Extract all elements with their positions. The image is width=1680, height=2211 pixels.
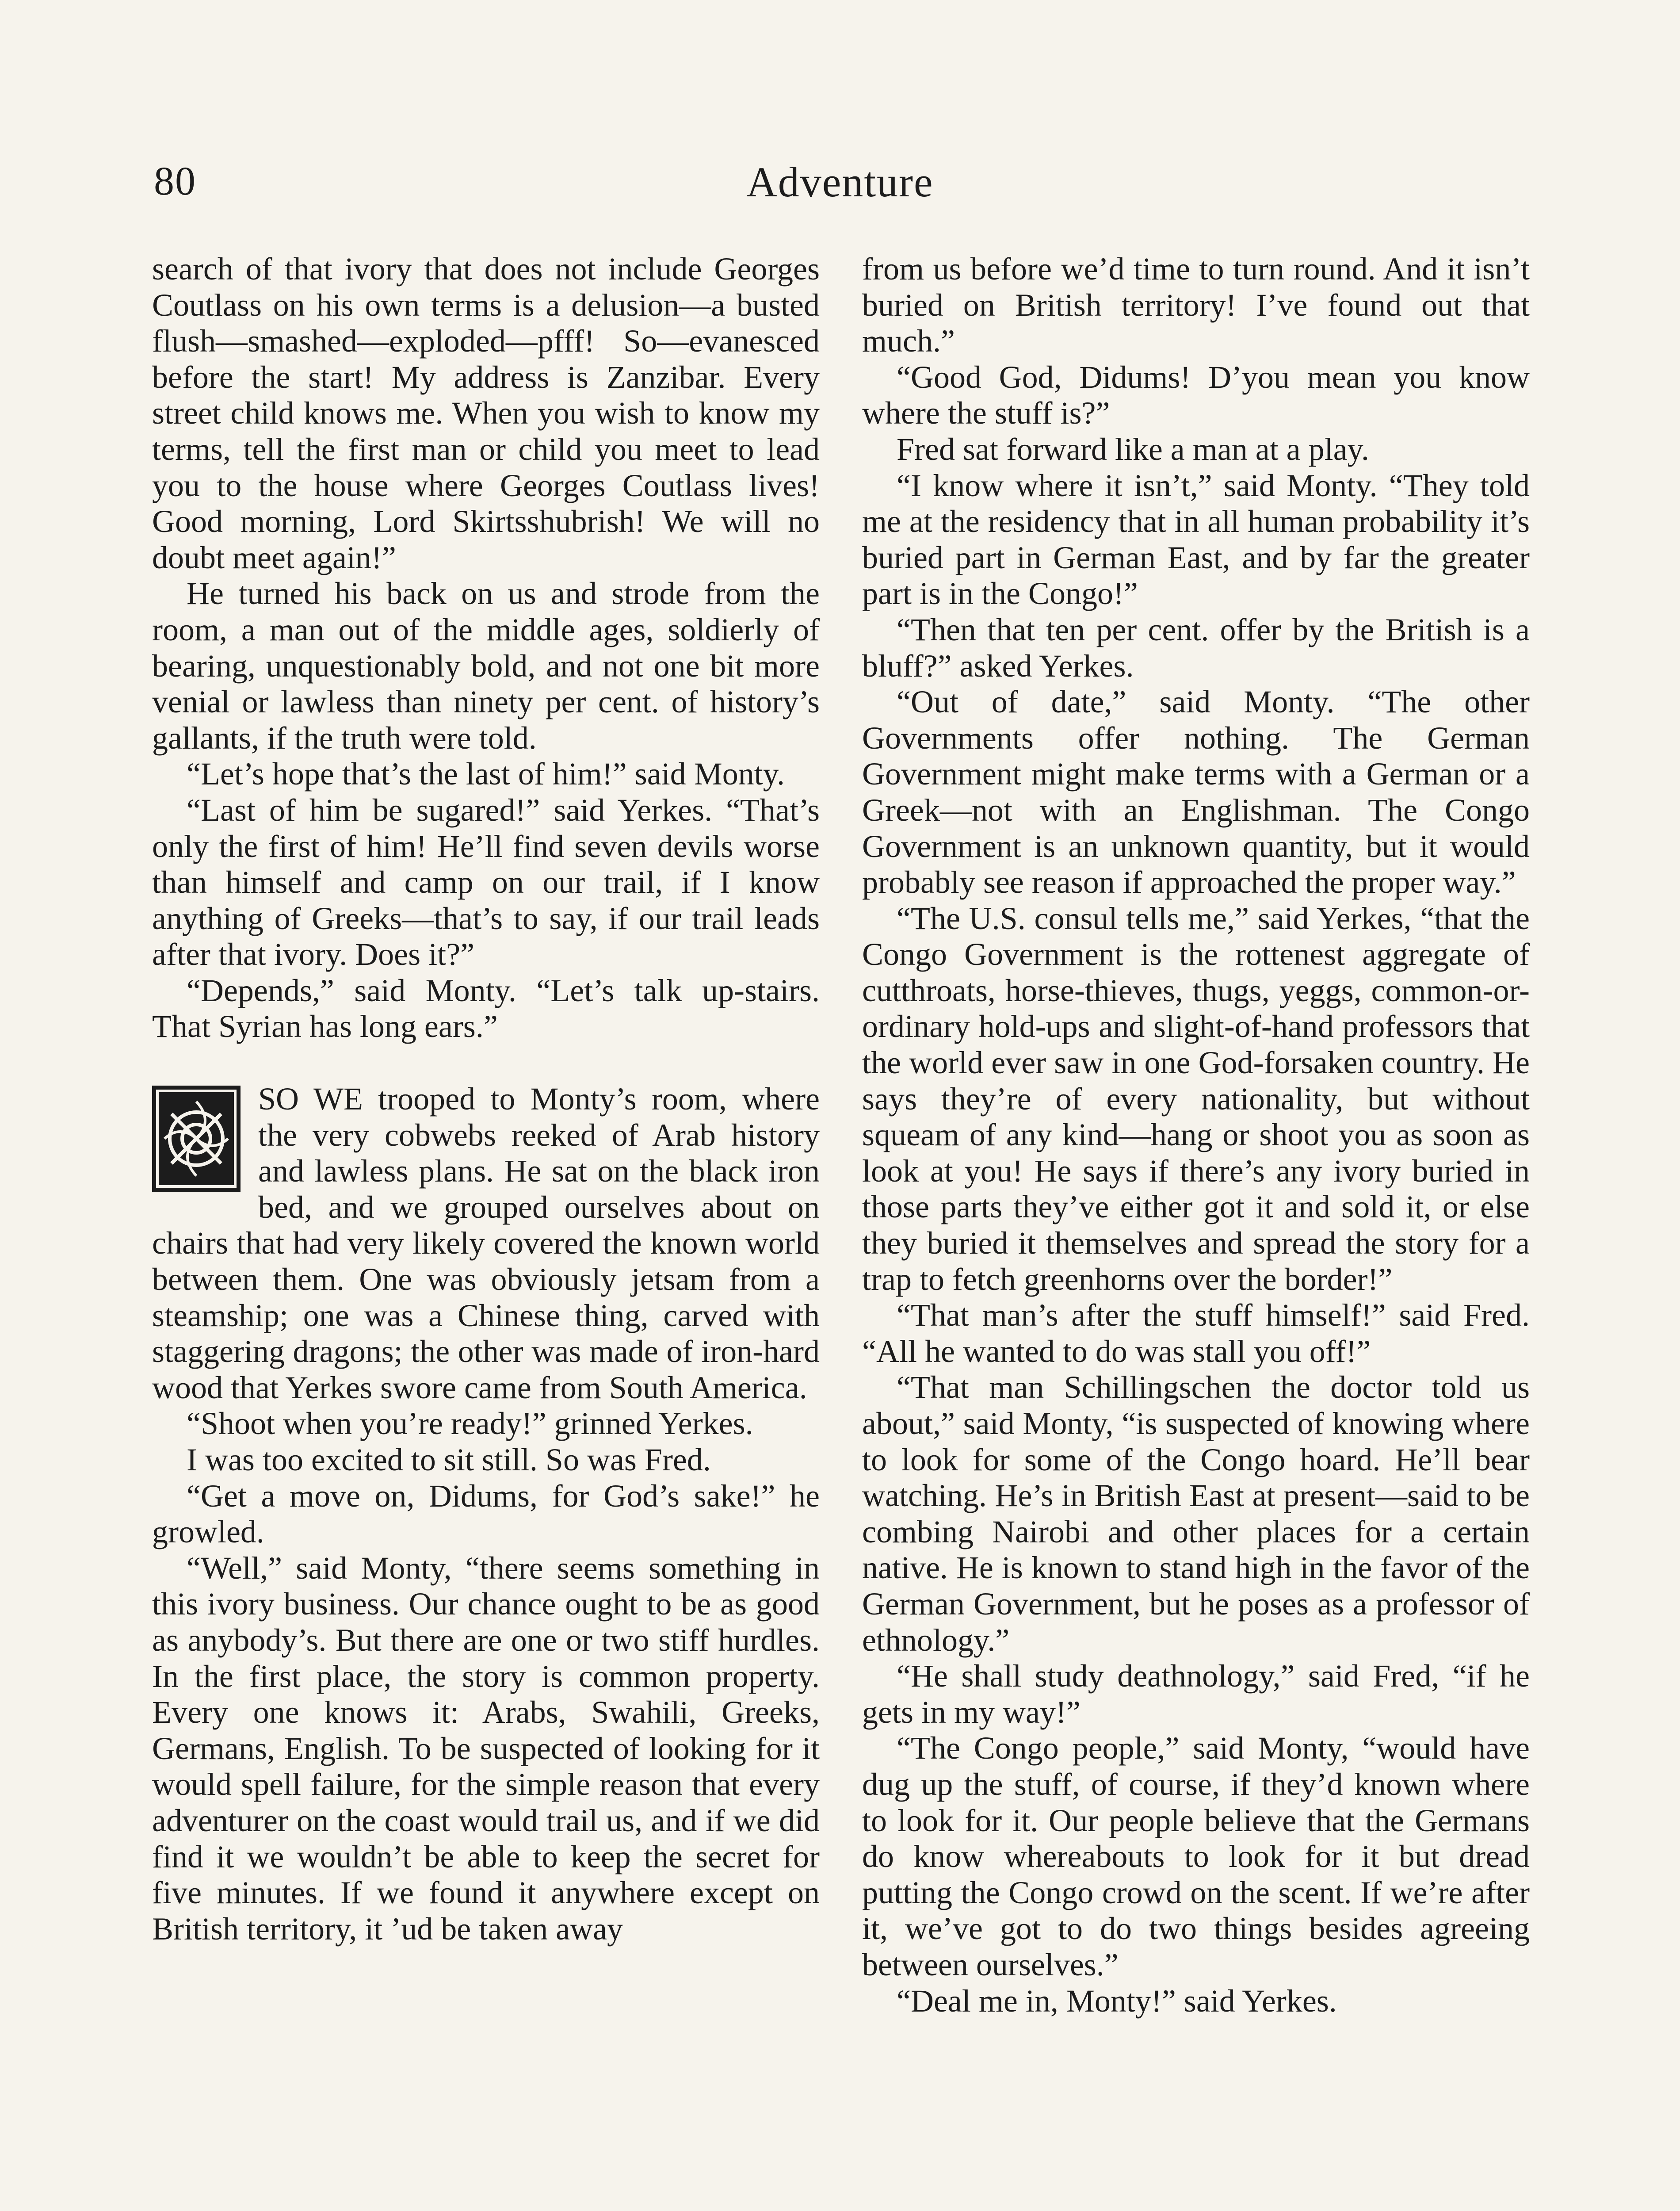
paragraph: “Then that ten per cent. offer by the British is a bluff?” asked Yerkes. bbox=[862, 612, 1530, 684]
paragraph: “I know where it isn’t,” said Monty. “They told me at the residency that in all human probability it’s buried part in German East, and by far the greater part is in the Congo!” bbox=[862, 467, 1530, 612]
paragraph: “The Congo people,” said Monty, “would have dug up the stuff, of course, if they’d known where to look for it. Our people believe that the Germans do know whereabouts to look for it but dread putting the Congo crowd on the scent. If we’re after it, we’ve got to do two things besides agreeing between ourselves.” bbox=[862, 1730, 1530, 1982]
paragraph: “Good God, Didums! D’you mean you know where the stuff is?” bbox=[862, 359, 1530, 431]
paragraph: “Well,” said Monty, “there seems something in this ivory business. Our chance ought to be as good as anybody’s. But there are one or two stiff hurdles. In the first place, the story is common property. Every one knows it: Arabs, Swahili, Greeks, Germans, English. To be suspected of looking for it would spell failure, for the simple reason that every adventurer on the coast would trail us, and if we did find it we wouldn’t be able to keep the secret for five minutes. If we found it anywhere except on British territory, it ’ud be taken away bbox=[152, 1550, 820, 1947]
paragraph: SO WE trooped to Monty’s room, where the very cobwebs reeked of Arab history and lawless plans. He sat on the black iron bed, and we grouped ourselves about on chairs that had very likely covered the known world between them. One was obviously jetsam from a steamship; one was a Chinese thing, carved with staggering dragons; the other was made of iron-hard wood that Yerkes swore came from South America. bbox=[152, 1081, 820, 1405]
running-title: Adventure bbox=[746, 158, 934, 206]
paragraph: “Depends,” said Monty. “Let’s talk up-stairs. That Syrian has long ears.” bbox=[152, 972, 820, 1044]
paragraph: “Out of date,” said Monty. “The other Governments offer nothing. The German Government might make terms with a German or a Greek—not with an Englishman. The Congo Government is an unknown quantity, but it would probably see reason if approached the proper way.” bbox=[862, 684, 1530, 900]
page-header bbox=[0, 157, 1680, 215]
paragraph: “Let’s hope that’s the last of him!” said Monty. bbox=[187, 756, 785, 792]
paragraph: “Shoot when you’re ready!” grinned Yerkes. bbox=[187, 1406, 753, 1442]
paragraph: “That man’s after the stuff himself!” said Fred. “All he wanted to do was stall you off!” bbox=[862, 1297, 1530, 1369]
paragraph: Fred sat forward like a man at a play. bbox=[897, 431, 1369, 467]
paragraph: “The U.S. consul tells me,” said Yerkes, “that the Congo Government is the rottenest aggregate of cutthroats, horse-thieves, thugs, yeggs, common-or-ordinary hold-ups and slight-of-hand professors that the world ever saw in one God-forsaken country. He says they’re of every nationality, but without squeam of any kind—hang or shoot you as soon as look at you! He says if there’s any ivory buried in those parts they’ve either got it and sold it, or else they buried it themselves and spread the story for a trap to fetch greenhorns over the border!” bbox=[862, 900, 1530, 1297]
paragraph: “Get a move on, Didums, for God’s sake!” he growled. bbox=[152, 1478, 820, 1550]
paragraph: “Deal me in, Monty!” said Yerkes. bbox=[897, 1983, 1337, 2019]
celtic-knot-ornament-icon bbox=[152, 1085, 241, 1193]
left-column bbox=[152, 251, 820, 1947]
right-column bbox=[862, 251, 1530, 2019]
section-break bbox=[152, 1045, 820, 1081]
paragraph: “That man Schillingschen the doctor told us about,” said Monty, “is suspected of knowing where to look for some of the Congo hoard. He’ll bear watching. He’s in British East at present—said to be combing Nairobi and other places for a certain native. He is known to stand high in the favor of the German Government, but he poses as a professor of ethnology.” bbox=[862, 1369, 1530, 1658]
paragraph: search of that ivory that does not include Georges Coutlass on his own terms is a delusion—a busted flush—smashed—exploded—pfff! So—evanesced before the start! My address is Zanzibar. Every street child knows me. When you wish to know my terms, tell the first man or child you meet to lead you to the house where Georges Coutlass lives! Good morning, Lord Skirtsshubrish! We will no doubt meet again!” bbox=[152, 251, 820, 575]
paragraph: I was too excited to sit still. So was Fred. bbox=[187, 1442, 711, 1477]
paragraph: He turned his back on us and strode from the room, a man out of the middle ages, soldierly of bearing, unquestionably bold, and not one bit more venial or lawless than ninety per cent. of history’s gallants, if the truth were told. bbox=[152, 576, 820, 756]
page-number: 80 bbox=[154, 158, 196, 203]
paragraph: “Last of him be sugared!” said Yerkes. “That’s only the first of him! He’ll find seven devils worse than himself and camp on our trail, if I know anything of Greeks—that’s to say, if our trail leads after that ivory. Does it?” bbox=[152, 792, 820, 972]
paragraph: “He shall study deathnology,” said Fred, “if he gets in my way!” bbox=[862, 1658, 1530, 1730]
paragraph: from us before we’d time to turn round. And it isn’t buried on British territory! I’ve found out that much.” bbox=[862, 251, 1530, 359]
